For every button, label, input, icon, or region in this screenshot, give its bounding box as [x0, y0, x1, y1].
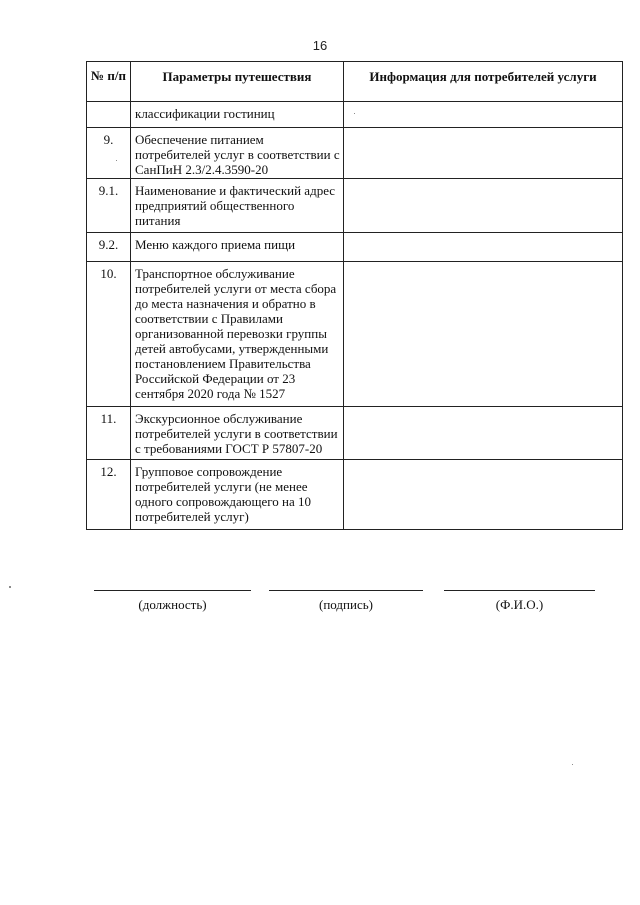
row-info	[344, 179, 623, 233]
row-number: 10.	[87, 262, 131, 407]
row-number: 9.2.	[87, 233, 131, 262]
table-row	[87, 179, 623, 233]
header-parameters: Параметры путешествия	[131, 62, 344, 102]
table-row	[87, 128, 623, 179]
row-info	[344, 233, 623, 262]
signature-line	[269, 590, 423, 591]
row-info	[344, 262, 623, 407]
row-parameter: Групповое сопровождение потребителей услуги (не менее одного сопровождающего на 10 потребителей услуг)	[131, 460, 344, 530]
position-signature-line	[94, 590, 251, 591]
row-parameter: Обеспечение питанием потребителей услуг в соответствии с СанПиН 2.3/2.4.3590-20	[131, 128, 344, 179]
row-number: 12.	[87, 460, 131, 530]
name-label: (Ф.И.О.)	[495, 597, 544, 612]
scan-speck	[116, 160, 117, 161]
header-number: № п/п	[87, 62, 131, 102]
scan-speck	[9, 586, 11, 588]
signature-label: (подпись)	[319, 597, 373, 612]
row-parameter: классификации гостиниц	[131, 102, 344, 128]
signature-block	[0, 590, 640, 630]
travel-parameters-table	[86, 61, 623, 530]
position-label: (должность)	[138, 597, 207, 612]
row-parameter: Экскурсионное обслуживание потребителей услуги в соответствии с требованиями ГОСТ Р 57807-20	[131, 407, 344, 460]
table-row	[87, 262, 623, 407]
table-row	[87, 407, 623, 460]
row-number: 9.	[87, 128, 131, 179]
row-info	[344, 102, 623, 128]
row-info	[344, 460, 623, 530]
row-info	[344, 407, 623, 460]
row-parameter: Меню каждого приема пищи	[131, 233, 344, 262]
table-header-row	[87, 62, 623, 102]
page-number: 16	[312, 38, 328, 53]
table-row	[87, 102, 623, 128]
header-info: Информация для потребителей услуги	[344, 62, 623, 102]
row-number	[87, 102, 131, 128]
scan-speck	[354, 113, 355, 114]
row-number: 11.	[87, 407, 131, 460]
name-signature-line	[444, 590, 595, 591]
table-row	[87, 233, 623, 262]
table-row	[87, 460, 623, 530]
row-parameter: Транспортное обслуживание потребителей услуги от места сбора до места назначения и обратно в соответствии с Правилами организованной перевозки группы детей автобусами, утвержденными постановлением Правительства Российской Федерации от 23 сентября 2020 года № 1527	[131, 262, 344, 407]
row-info	[344, 128, 623, 179]
row-number: 9.1.	[87, 179, 131, 233]
scan-speck	[572, 764, 573, 765]
row-parameter: Наименование и фактический адрес предприятий общественного питания	[131, 179, 344, 233]
